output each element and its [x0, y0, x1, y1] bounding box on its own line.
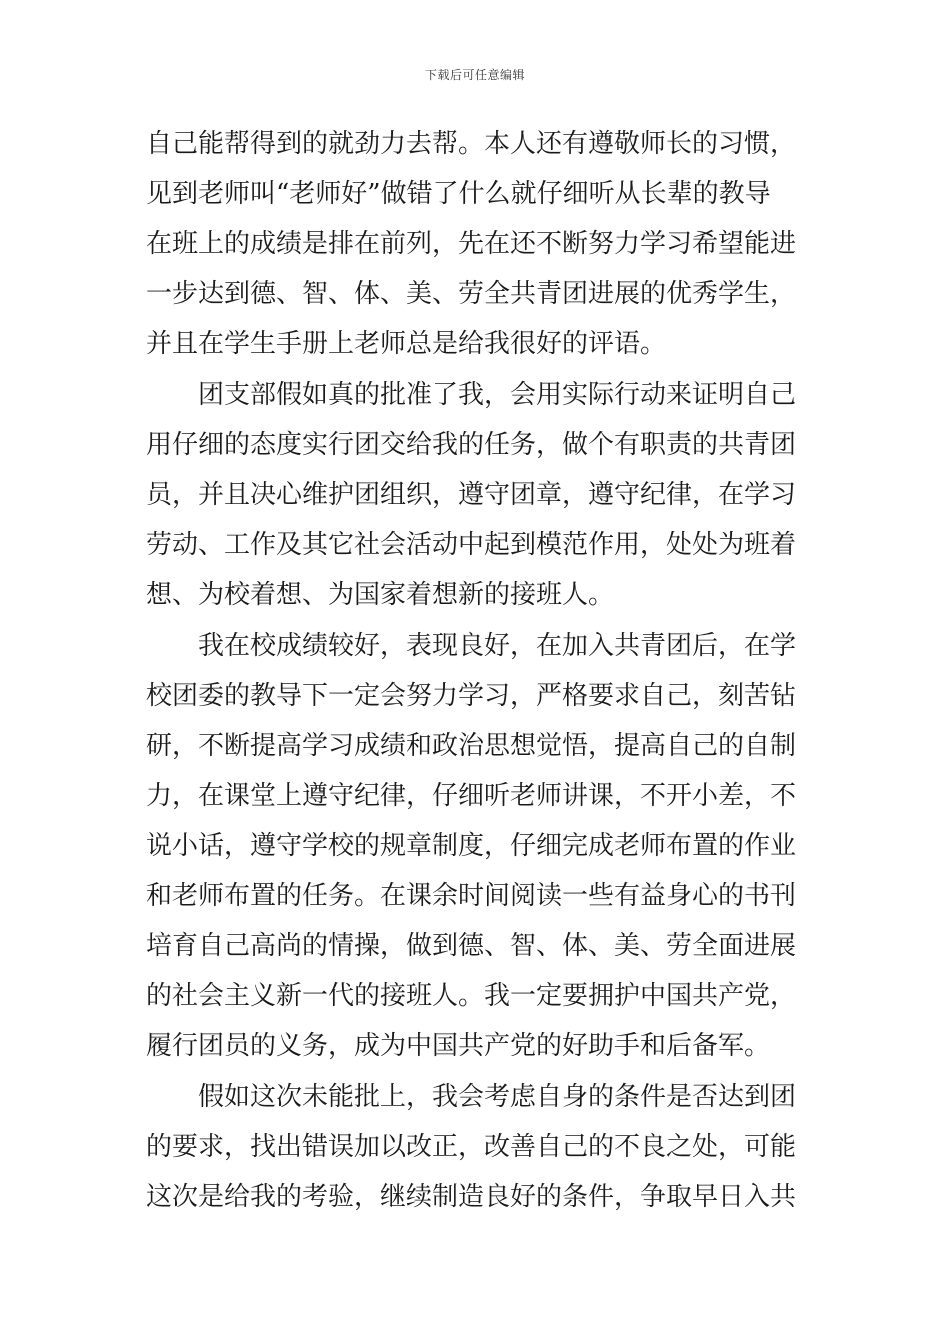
text-line: 并且在学生手册上老师总是给我很好的评语。 — [146, 329, 667, 359]
text-line: 想、为校着想、为国家着想新的接班人。 — [146, 580, 615, 610]
text-line: 校团委的教导下一定会努力学习，严格要求自己，刻苦钻 — [146, 681, 797, 711]
text-line: 自己能帮得到的就劲力去帮。本人还有遵敬师长的习惯， — [146, 129, 797, 159]
text-line: 用仔细的态度实行团交给我的任务，做个有职责的共青团 — [146, 430, 797, 460]
text-line: 在班上的成绩是排在前列，先在还不断努力学习希望能进 — [146, 229, 797, 259]
text-line: 的要求，找出错误加以改正，改善自己的不良之处，可能 — [146, 1132, 797, 1162]
text-line: 员，并且决心维护团组织，遵守团章，遵守纪律，在学习 — [146, 480, 797, 510]
text-line: 研，不断提高学习成绩和政治思想觉悟，提高自己的自制 — [146, 731, 797, 761]
paragraph-first-line: 假如这次未能批上，我会考虑自身的条件是否达到团 — [198, 1082, 797, 1112]
text-line: 和老师布置的任务。在课余时间阅读一些有益身心的书刊 — [146, 881, 797, 911]
paragraph-first-line: 我在校成绩较好，表现良好，在加入共青团后，在学 — [198, 631, 797, 661]
page-header-note: 下载后可任意编辑 — [424, 68, 525, 82]
text-line: 这次是给我的考验，继续制造良好的条件，争取早日入共 — [146, 1182, 797, 1212]
text-line: 一步达到德、智、体、美、劳全共青团进展的优秀学生， — [146, 279, 797, 309]
text-line: 的社会主义新一代的接班人。我一定要拥护中国共产党， — [146, 981, 797, 1011]
text-line: 培育自己高尚的情操，做到德、智、体、美、劳全面进展 — [146, 931, 797, 961]
paragraph-first-line: 团支部假如真的批准了我，会用实际行动来证明自己 — [198, 380, 797, 410]
text-line: 见到老师叫“老师好”做错了什么就仔细听从长辈的教导 — [146, 179, 771, 209]
text-line: 力，在课堂上遵守纪律，仔细听老师讲课，不开小差，不 — [146, 781, 797, 811]
text-line: 履行团员的义务，成为中国共产党的好助手和后备军。 — [146, 1031, 771, 1061]
text-line: 说小话，遵守学校的规章制度，仔细完成老师布置的作业 — [146, 831, 797, 861]
text-line: 劳动、工作及其它社会活动中起到模范作用，处处为班着 — [146, 530, 797, 560]
